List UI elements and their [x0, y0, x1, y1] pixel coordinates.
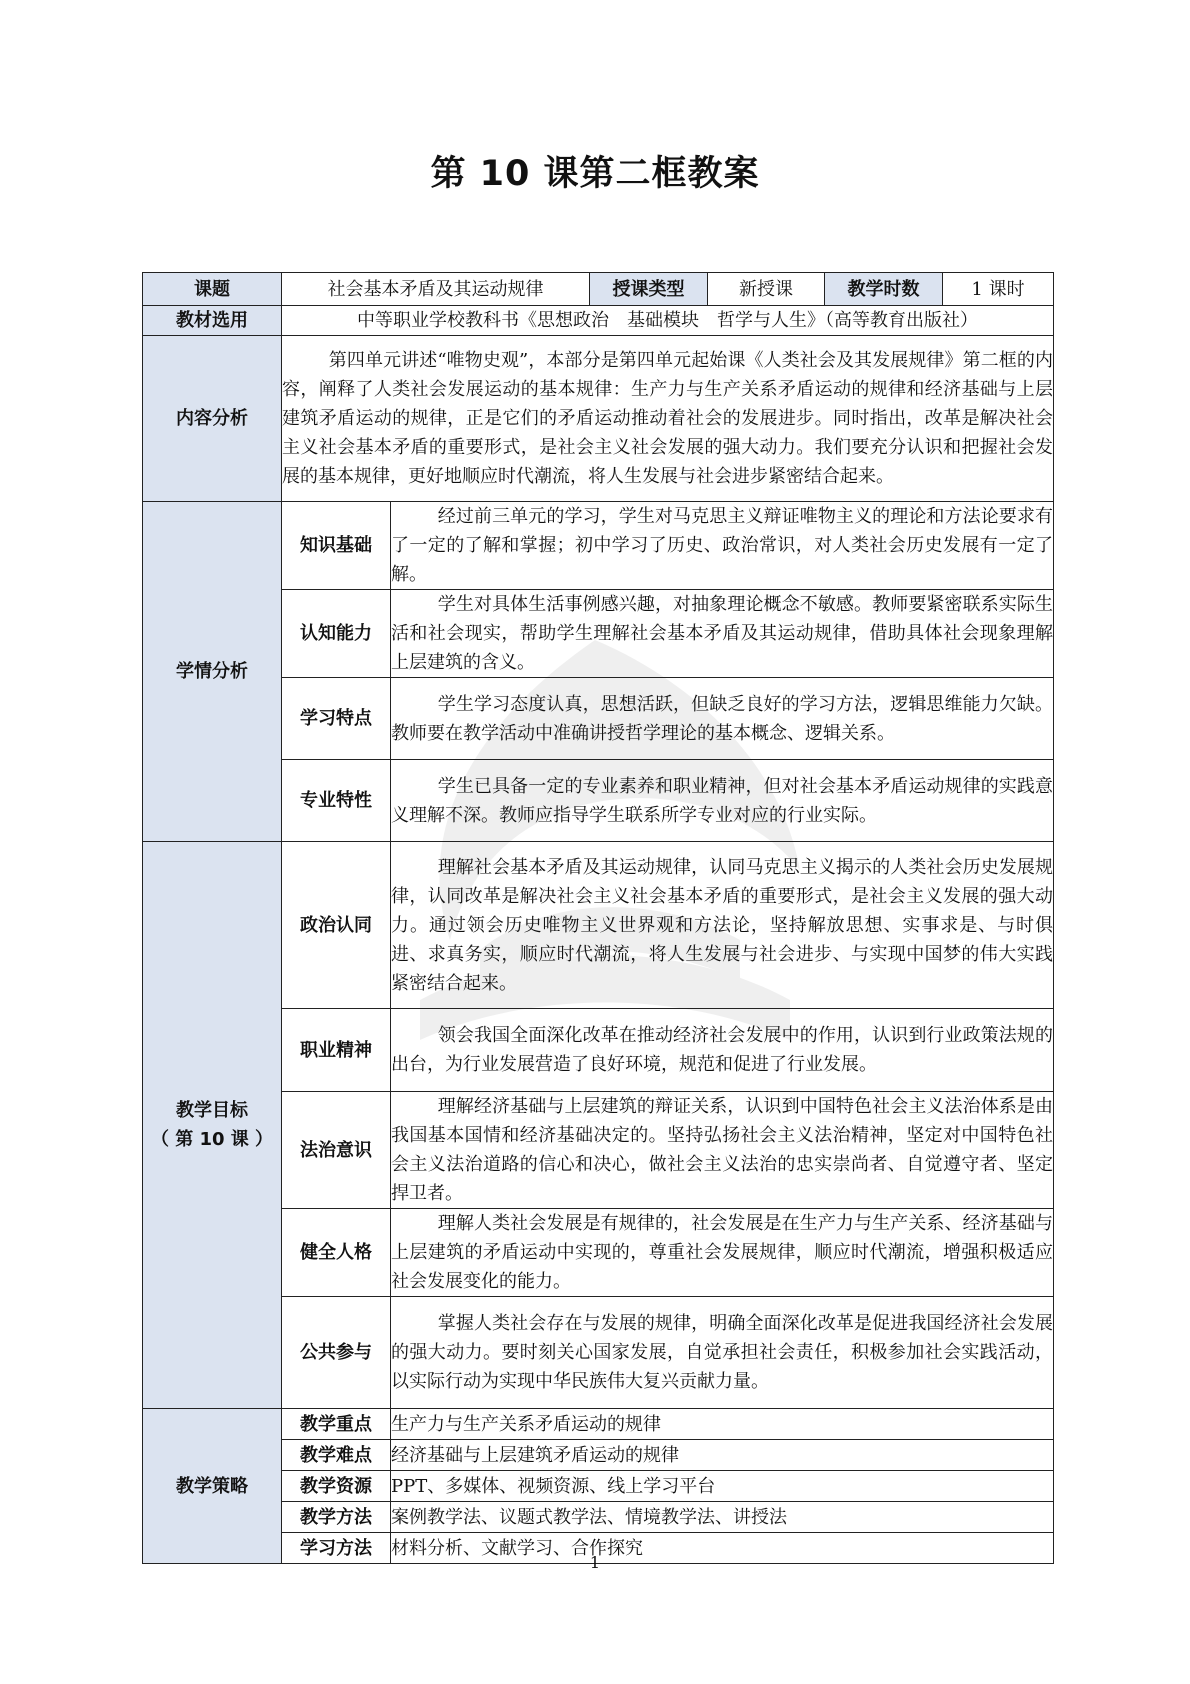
goal-text-cell — [391, 1297, 1054, 1409]
goal-text: 理解经济基础与上层建筑的辩证关系，认识到中国特色社会主义法治体系是由我国基本国情和经济基础决定的。坚持弘扬社会主义法治精神，坚定对中国特色社会主义法治道路的信心和决心，做社会主义法治的忠实崇尚者、自觉遵守者、坚定捍卫者。 — [391, 1096, 1053, 1204]
strategy-value: 材料分析、文献学习、合作探究 — [391, 1533, 1054, 1564]
strategy-sublabel: 学习方法 — [282, 1533, 391, 1564]
goal-text: 掌握人类社会存在与发展的规律，明确全面深化改革是促进我国经济社会发展的强大动力。要时刻关心国家发展，自觉承担社会责任，积极参加社会实践活动，以实际行动为实现中华民族伟大复兴贡献力量。 — [391, 1313, 1053, 1392]
goal-sublabel: 法治意识 — [282, 1092, 391, 1209]
learner-text: 学生对具体生活事例感兴趣，对抽象理论概念不敏感。教师要紧密联系实际生活和社会现实，帮助学生理解社会基本矛盾及其运动规律，借助具体社会现象理解上层建筑的含义。 — [391, 594, 1053, 673]
strategy-label: 教学策略 — [143, 1409, 282, 1564]
page-title: 第 10 课第二框教案 — [430, 154, 760, 194]
hours-value: 1 课时 — [943, 273, 1054, 306]
strategy-row — [143, 1409, 1054, 1440]
strategy-sublabel: 教学难点 — [282, 1440, 391, 1471]
strategy-sublabel: 教学重点 — [282, 1409, 391, 1440]
goal-sublabel: 健全人格 — [282, 1209, 391, 1297]
content-analysis-cell — [282, 336, 1054, 502]
teaching-goals-label-line1: 教学目标 — [176, 1100, 248, 1121]
goal-sublabel: 职业精神 — [282, 1009, 391, 1092]
content-analysis-text: 第四单元讲述“唯物史观”，本部分是第四单元起始课《人类社会及其发展规律》第二框的内容，阐释了人类社会发展运动的基本规律：生产力与生产关系矛盾运动的规律和经济基础与上层建筑矛盾运动的规律，正是它们的矛盾运动推动着社会的发展进步。同时指出，改革是解决社会主义社会基本矛盾的重要形式，是社会主义社会发展的强大动力。我们要充分认识和把握社会发展的基本规律，更好地顺应时代潮流，将人生发展与社会进步紧密结合起来。 — [282, 350, 1053, 487]
learner-text-cell — [391, 760, 1054, 842]
strategy-value: PPT、多媒体、视频资源、线上学习平台 — [391, 1471, 1054, 1502]
lesson-plan-table — [142, 272, 1054, 1564]
textbook-label: 教材选用 — [143, 306, 282, 336]
page-number: 1 — [589, 1553, 601, 1572]
learner-text-cell — [391, 590, 1054, 678]
goal-text: 领会我国全面深化改革在推动经济社会发展中的作用，认识到行业政策法规的出台，为行业发展营造了良好环境，规范和促进了行业发展。 — [391, 1025, 1053, 1075]
strategy-value: 经济基础与上层建筑矛盾运动的规律 — [391, 1440, 1054, 1471]
learner-text: 经过前三单元的学习，学生对马克思主义辩证唯物主义的理论和方法论要求有了一定的了解和掌握；初中学习了历史、政治常识，对人类社会历史发展有一定了解。 — [391, 506, 1053, 585]
goal-text-cell — [391, 1009, 1054, 1092]
goal-text-cell — [391, 1209, 1054, 1297]
learner-text: 学生学习态度认真，思想活跃，但缺乏良好的学习方法，逻辑思维能力欠缺。教师要在教学活动中准确讲授哲学理论的基本概念、逻辑关系。 — [391, 693, 1053, 744]
learner-row — [143, 502, 1054, 590]
learner-analysis-label: 学情分析 — [143, 502, 282, 842]
learner-sublabel: 知识基础 — [282, 502, 391, 590]
content-analysis-label: 内容分析 — [143, 336, 282, 502]
textbook-value: 中等职业学校教科书《思想政治 基础模块 哲学与人生》（高等教育出版社） — [282, 306, 1054, 336]
topic-label: 课题 — [143, 273, 282, 306]
type-value: 新授课 — [708, 273, 825, 306]
goal-text-cell — [391, 842, 1054, 1009]
strategy-value: 案例教学法、议题式教学法、情境教学法、讲授法 — [391, 1502, 1054, 1533]
hours-label: 教学时数 — [825, 273, 943, 306]
learner-text: 学生已具备一定的专业素养和职业精神，但对社会基本矛盾运动规律的实践意义理解不深。教师应指导学生联系所学专业对应的行业实际。 — [391, 775, 1053, 826]
learner-text-cell — [391, 502, 1054, 590]
goal-row — [143, 842, 1054, 1009]
learner-sublabel: 认知能力 — [282, 590, 391, 678]
teaching-goals-label — [143, 842, 282, 1409]
goal-text: 理解社会基本矛盾及其运动规律，认同马克思主义揭示的人类社会历史发展规律，认同改革是解决社会主义社会基本矛盾的重要形式，是社会主义发展的强大动力。通过领会历史唯物主义世界观和方法论，坚持解放思想、实事求是、与时俱进、求真务实，顺应时代潮流，将人生发展与社会进步、与实现中国梦的伟大实践紧密结合起来。 — [391, 856, 1053, 994]
learner-sublabel: 专业特性 — [282, 760, 391, 842]
topic-value: 社会基本矛盾及其运动规律 — [282, 273, 590, 306]
strategy-sublabel: 教学方法 — [282, 1502, 391, 1533]
strategy-sublabel: 教学资源 — [282, 1471, 391, 1502]
goal-sublabel: 公共参与 — [282, 1297, 391, 1409]
type-label: 授课类型 — [590, 273, 708, 306]
strategy-value: 生产力与生产关系矛盾运动的规律 — [391, 1409, 1054, 1440]
teaching-goals-label-line2: （ 第 10 课 ） — [150, 1129, 274, 1150]
content-analysis-row — [143, 336, 1054, 502]
header-row — [143, 273, 1054, 306]
learner-text-cell — [391, 678, 1054, 760]
goal-sublabel: 政治认同 — [282, 842, 391, 1009]
goal-text-cell — [391, 1092, 1054, 1209]
learner-sublabel: 学习特点 — [282, 678, 391, 760]
goal-text: 理解人类社会发展是有规律的，社会发展是在生产力与生产关系、经济基础与上层建筑的矛盾运动中实现的，尊重社会发展规律，顺应时代潮流，增强积极适应社会发展变化的能力。 — [391, 1213, 1053, 1292]
textbook-row — [143, 306, 1054, 336]
